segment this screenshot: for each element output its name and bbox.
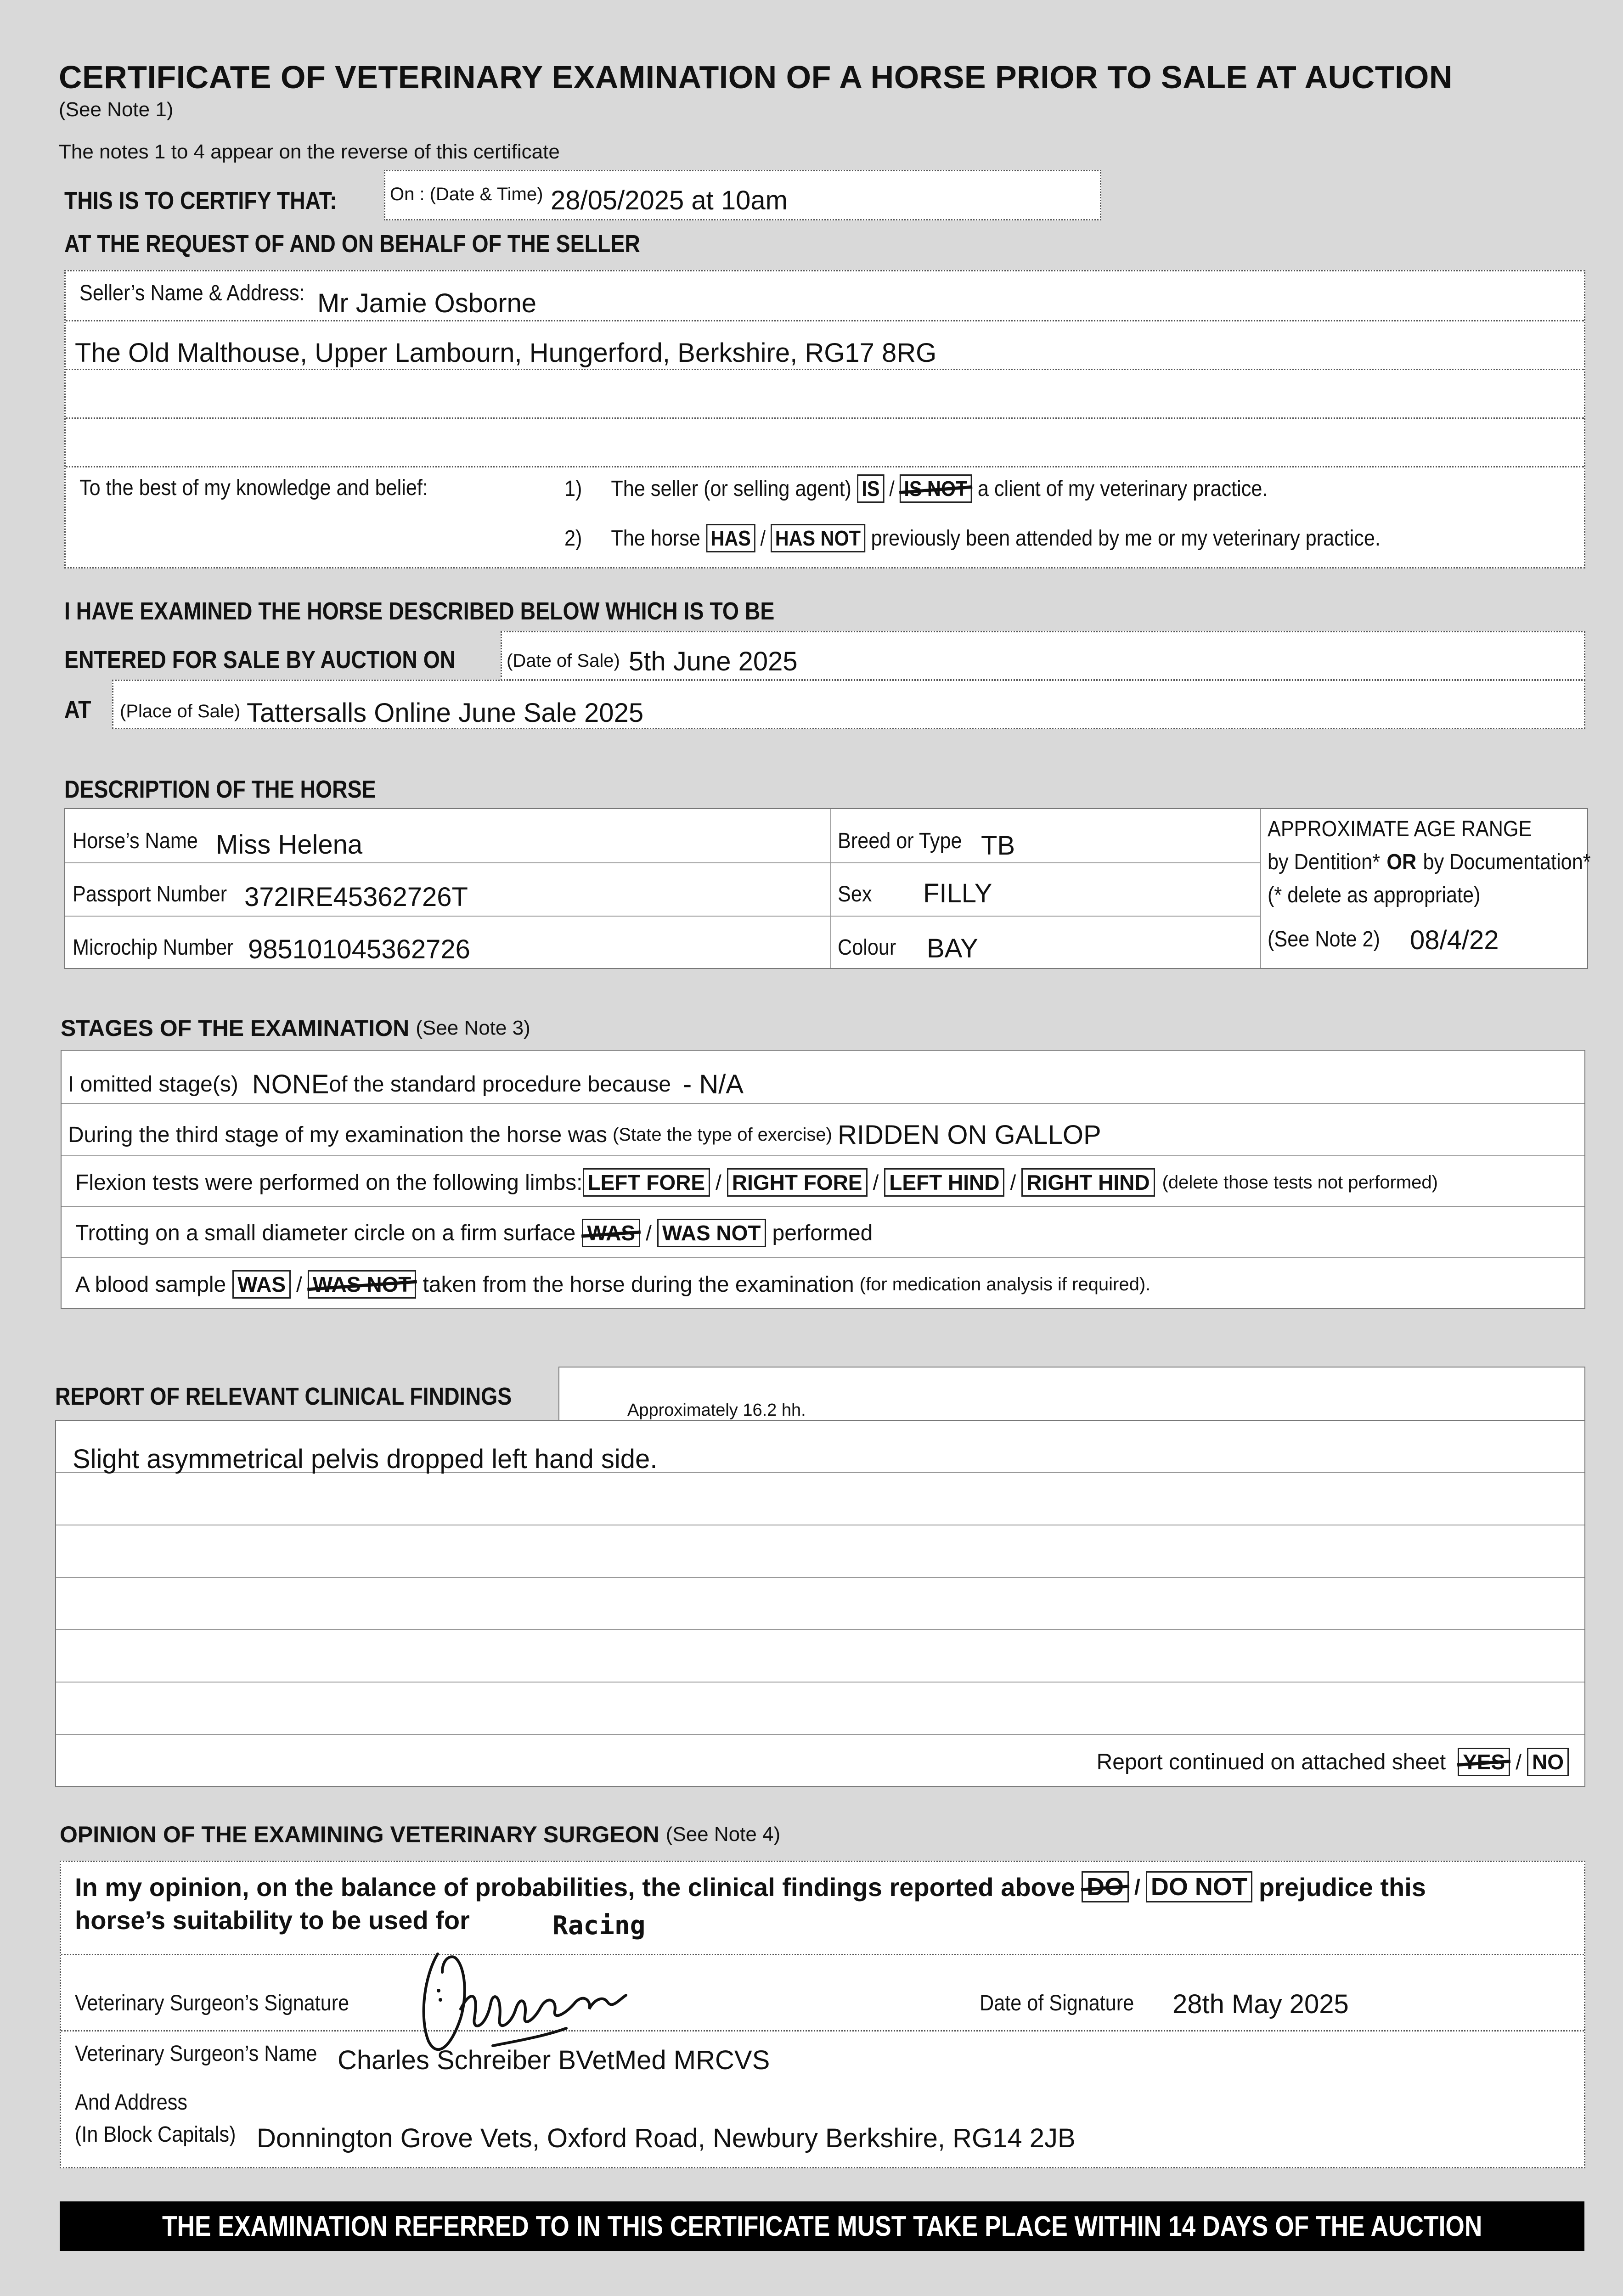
sale-place-value: Tattersalls Online June Sale 2025 (247, 698, 644, 728)
opinion-text-c: horse’s suitability to be used for (75, 1906, 470, 1935)
blood-small: (for medication analysis if required). (859, 1274, 1151, 1294)
is-not-option[interactable]: IS NOT (899, 474, 972, 503)
age-by-dentition: by Dentition* (1268, 850, 1380, 874)
trotting-row: Trotting on a small diameter circle on a firm surface WAS / WAS NOT performed (75, 1219, 873, 1247)
divider (56, 1577, 1584, 1578)
divider (56, 1682, 1584, 1683)
trot-was-not-option[interactable]: WAS NOT (657, 1219, 766, 1247)
stages-heading: STAGES OF THE EXAMINATION (61, 1015, 410, 1041)
third-stage-small: (State the type of exercise) (612, 1125, 832, 1145)
divider (1260, 809, 1261, 968)
sale-date-field[interactable] (501, 631, 1585, 681)
age-heading: APPROXIMATE AGE RANGE (1268, 817, 1532, 841)
at-label: AT (64, 696, 91, 723)
passport-label: Passport Number (73, 882, 227, 906)
microchip-label: Microchip Number (73, 935, 234, 960)
certificate-title: CERTIFICATE OF VETERINARY EXAMINATION OF A HORSE PRIOR TO SALE AT AUCTION (59, 59, 1453, 95)
sale-date-label: (Date of Sale) (507, 651, 620, 671)
sale-place-field[interactable] (112, 680, 1585, 729)
item1-text-after: a client of my veterinary practice. (977, 476, 1268, 501)
left-hind-option[interactable]: LEFT HIND (884, 1168, 1004, 1197)
blood-was-option[interactable]: WAS (232, 1270, 291, 1299)
divider (62, 1103, 1584, 1104)
report-top-cell (558, 1367, 1585, 1422)
seller-heading: AT THE REQUEST OF AND ON BEHALF OF THE SELLER (64, 230, 640, 258)
intended-use-value[interactable]: Racing (552, 1911, 646, 1941)
divider (61, 2030, 1584, 2032)
omitted-value[interactable]: NONE (252, 1069, 329, 1099)
report-heading: REPORT OF RELEVANT CLINICAL FINDINGS (55, 1383, 512, 1410)
do-option[interactable]: DO (1082, 1871, 1129, 1902)
seller-address-value[interactable]: The Old Malthouse, Upper Lambourn, Hungerford, Berkshire, RG17 8RG (75, 338, 937, 368)
age-method (1268, 850, 1591, 875)
exam-date-label: On : (Date & Time) (390, 184, 543, 204)
divider (66, 466, 1584, 467)
right-fore-option[interactable]: RIGHT FORE (727, 1168, 868, 1197)
third-stage-label: During the third stage of my examination the horse was (68, 1123, 607, 1147)
horse-table (64, 808, 1591, 969)
age-see-note: (See Note 2) (1268, 927, 1380, 951)
exam-date-field[interactable] (384, 170, 1101, 220)
horse-attended-statement: 2) The horse HAS / HAS NOT previously been attended by me or my veterinary practice. (564, 524, 1381, 552)
address-label: And Address (75, 2090, 187, 2115)
see-note-1: (See Note 1) (59, 98, 174, 121)
divider (66, 320, 1584, 321)
opinion-note: (See Note 4) (665, 1823, 781, 1846)
opinion-text-b: prejudice this (1258, 1872, 1426, 1902)
has-not-option[interactable]: HAS NOT (771, 524, 865, 552)
opinion-section (60, 1861, 1585, 2168)
seller-client-statement: 1) The seller (or selling agent) IS / IS NOT a client of my veterinary practice. (564, 474, 1268, 503)
knowledge-label: To the best of my knowledge and belief: (79, 476, 428, 500)
opinion-heading: OPINION OF THE EXAMINING VETERINARY SURGEON (60, 1822, 659, 1847)
item2-text: The horse (611, 526, 700, 551)
age-delete-note: (* delete as appropriate) (1268, 883, 1481, 907)
omitted-label: I omitted stage(s) (68, 1072, 238, 1097)
signature-image (410, 1926, 695, 2064)
examined-heading: I HAVE EXAMINED THE HORSE DESCRIBED BELOW WHICH IS TO BE (64, 597, 775, 625)
report-lines (55, 1420, 1585, 1787)
horse-heading: DESCRIPTION OF THE HORSE (64, 776, 376, 803)
footer-banner (60, 2201, 1584, 2251)
sale-place-label: (Place of Sale) (120, 701, 241, 721)
opinion-text-a: In my opinion, on the balance of probabilities, the clinical findings reported above (75, 1872, 1076, 1902)
passport-value[interactable]: 372IRE45362726T (244, 882, 468, 912)
divider (56, 1734, 1584, 1735)
omitted-reason[interactable]: - N/A (682, 1069, 744, 1099)
breed-label: Breed or Type (838, 829, 962, 853)
colour-label: Colour (838, 935, 896, 960)
stages-table (61, 1050, 1585, 1309)
continued-row: Report continued on attached sheet YES / NO (1097, 1748, 1569, 1776)
divider (62, 1257, 1584, 1258)
divider (65, 916, 1260, 917)
entered-heading: ENTERED FOR SALE BY AUCTION ON (64, 646, 456, 674)
divider (56, 1629, 1584, 1630)
seller-section (64, 270, 1585, 568)
report-line0[interactable]: Approximately 16.2 hh. (627, 1401, 806, 1420)
notes-line: The notes 1 to 4 appear on the reverse of this certificate (59, 141, 560, 163)
opinion-heading-row (60, 1821, 780, 1848)
has-option[interactable]: HAS (706, 524, 755, 552)
divider (65, 862, 1260, 863)
do-not-option[interactable]: DO NOT (1146, 1871, 1252, 1902)
item2-number: 2) (564, 526, 582, 551)
stages-note: (See Note 3) (416, 1017, 530, 1039)
omitted-mid: of the standard procedure because (329, 1072, 671, 1097)
signature-label: Veterinary Surgeon’s Signature (75, 1991, 349, 2015)
sale-date-value: 5th June 2025 (629, 647, 798, 676)
flexion-label: Flexion tests were performed on the following limbs: (75, 1170, 583, 1195)
certify-label: THIS IS TO CERTIFY THAT: (64, 187, 337, 214)
continued-no-option[interactable]: NO (1527, 1748, 1569, 1776)
blood-post: taken from the horse during the examination (423, 1272, 854, 1297)
flexion-row: Flexion tests were performed on the following limbs: LEFT FORE / RIGHT FORE / LEFT HIND / RIGHT HIND (delete those tests not performed) (75, 1168, 1438, 1197)
seller-name-label: Seller’s Name & Address: (79, 281, 305, 305)
surgeon-name-value[interactable]: Charles Schreiber BVetMed MRCVS (338, 2045, 770, 2075)
sex-value[interactable]: FILLY (923, 878, 992, 908)
is-option[interactable]: IS (857, 474, 884, 503)
surgeon-address-value[interactable]: Donnington Grove Vets, Oxford Road, Newbury Berkshire, RG14 2JB (257, 2123, 1076, 2153)
age-or: OR (1386, 850, 1417, 874)
trot-was-option[interactable]: WAS (582, 1219, 640, 1247)
left-fore-option[interactable]: LEFT FORE (583, 1168, 710, 1197)
divider (830, 809, 831, 968)
stages-heading-row (61, 1015, 530, 1041)
horse-name-value[interactable]: Miss Helena (216, 830, 363, 860)
divider (62, 1155, 1584, 1156)
address-label-caps: (In Block Capitals) (75, 2122, 236, 2147)
third-stage-row (68, 1120, 1101, 1150)
age-by-documentation: by Documentation* (1423, 850, 1591, 874)
blood-row: A blood sample WAS / WAS NOT taken from the horse during the examination (for medication analysis if required). (75, 1270, 1150, 1299)
exam-date-value: 28/05/2025 at 10am (551, 186, 788, 215)
horse-name-label: Horse’s Name (73, 829, 198, 853)
report-line1[interactable]: Slight asymmetrical pelvis dropped left hand side. (73, 1444, 658, 1474)
continued-label: Report continued on attached sheet (1096, 1750, 1446, 1774)
colour-value[interactable]: BAY (927, 934, 978, 963)
flexion-note: (delete those tests not performed) (1162, 1172, 1438, 1193)
sex-label: Sex (838, 882, 872, 906)
opinion-statement: In my opinion, on the balance of probabilities, the clinical findings reported above DO / DO NOT prejudice this (75, 1871, 1426, 1902)
surgeon-name-label: Veterinary Surgeon’s Name (75, 2042, 317, 2066)
trotting-label: Trotting on a small diameter circle on a firm surface (75, 1221, 576, 1245)
divider (66, 369, 1584, 370)
seller-name-value[interactable]: Mr Jamie Osborne (317, 288, 537, 318)
blood-was-not-option[interactable]: WAS NOT (308, 1270, 417, 1299)
blood-label: A blood sample (75, 1272, 226, 1297)
continued-yes-option[interactable]: YES (1458, 1748, 1510, 1776)
divider (62, 1206, 1584, 1207)
item1-number: 1) (564, 476, 582, 501)
signature-date-value[interactable]: 28th May 2025 (1172, 1989, 1349, 2019)
item1-text: The seller (or selling agent) (611, 476, 851, 501)
omitted-row (68, 1069, 744, 1100)
divider (61, 1954, 1584, 1955)
microchip-value[interactable]: 985101045362726 (248, 934, 470, 964)
footer-text: THE EXAMINATION REFERRED TO IN THIS CERTIFICATE MUST TAKE PLACE WITHIN 14 DAYS OF THE AUCTION (162, 2210, 1482, 2242)
age-value[interactable]: 08/4/22 (1410, 925, 1499, 955)
signature-date-label: Date of Signature (980, 1991, 1134, 2015)
item2-text-after: previously been attended by me or my veterinary practice. (871, 526, 1381, 551)
trotting-post: performed (772, 1221, 873, 1245)
breed-value[interactable]: TB (981, 831, 1015, 861)
right-hind-option[interactable]: RIGHT HIND (1021, 1168, 1155, 1197)
divider (66, 417, 1584, 419)
third-stage-value[interactable]: RIDDEN ON GALLOP (837, 1120, 1101, 1150)
